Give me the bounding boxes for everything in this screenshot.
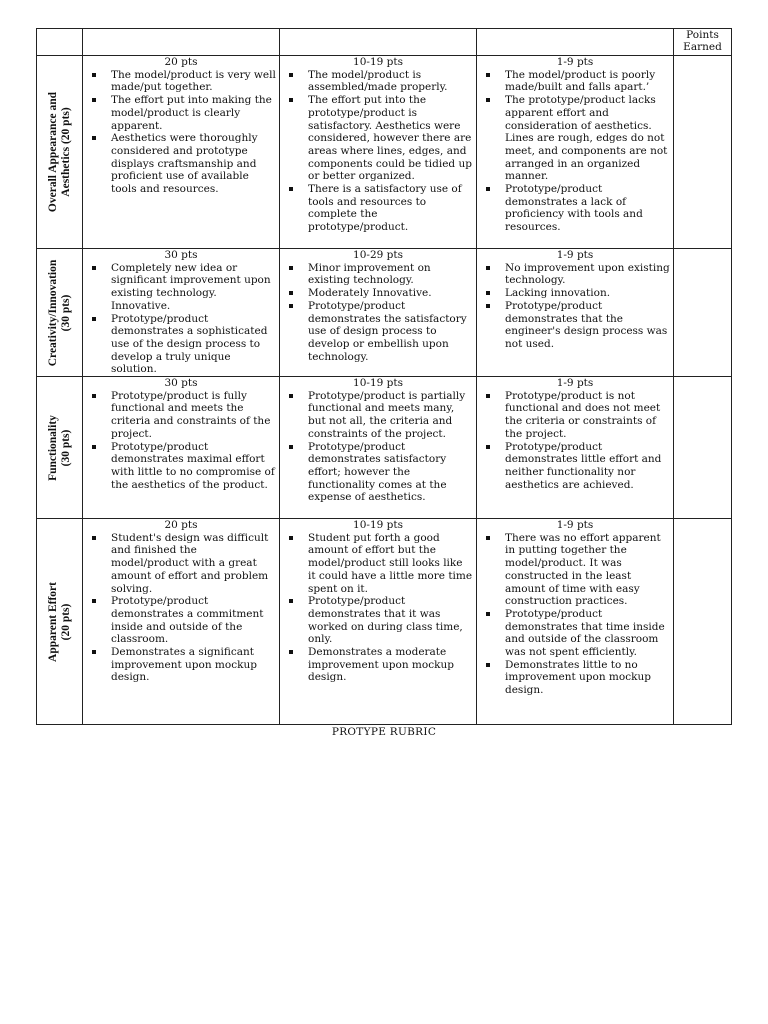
category-cell [37,249,83,377]
category-label [47,259,73,366]
header-blank-cell [37,29,83,56]
criteria-item: Prototype/product demonstrates satisfactory effort; however the functionality comes at the expense of aesthetics. [308,441,473,505]
level-points: 1-9 pts [556,56,594,68]
criteria-item: Prototype/product demonstrates that it was worked on during class time, only. [308,595,473,646]
points-earned-cell [674,519,732,725]
category-label-line: Aesthetics (20 pts) [59,107,72,197]
criteria-item: Prototype/product is fully functional and meets the criteria and constraints of the project. [111,390,276,441]
level-points: 20 pts [164,56,198,68]
points-earned-header: Points Earned [674,29,732,56]
level-cell [280,249,477,377]
criteria-item: Prototype/product demonstrates little effort and neither functionality nor aesthetics are achieved. [505,441,670,492]
criteria-item: Moderately Innovative. [308,287,473,300]
criteria-list [83,390,279,492]
criteria-item: Demonstrates little to no improvement upon mockup design. [505,659,670,697]
level-cell [83,377,280,519]
level-points: 30 pts [164,249,198,261]
criteria-list [83,69,279,196]
rubric-row [37,249,732,377]
rubric-table [36,28,732,725]
level-cell [83,519,280,725]
criteria-item: Prototype/product demonstrates that time inside and outside of the classroom was not spent efficiently. [505,608,670,659]
criteria-item: Student's design was difficult and finished the model/product with a great amount of effort and problem solving. [111,532,276,596]
criteria-list [83,532,279,684]
criteria-item: Demonstrates a significant improvement upon mockup design. [111,646,276,684]
criteria-list [280,390,476,504]
points-earned-cell [674,249,732,377]
level-cell [477,519,674,725]
criteria-item: The effort put into the prototype/product is satisfactory. Aesthetics were considered, however there are areas where lines, edges, and components could be tidied up or better organized. [308,94,472,183]
criteria-item: No improvement upon existing technology. [505,261,670,287]
criteria-item: The model/product is assembled/made properly. [308,69,473,94]
category-label-line: (30 pts) [59,429,72,466]
header-blank-cell [83,29,280,56]
level-points: 10-19 pts [353,519,403,532]
points-earned-cell [674,377,732,519]
category-label-line: Functionality [46,414,59,481]
criteria-item: Aesthetics were thoroughly considered and prototype displays craftsmanship and proficient use of available tools and resources. [111,132,276,196]
criteria-list [280,262,476,364]
criteria-list [280,69,476,234]
level-points: 10-19 pts [353,377,403,390]
criteria-list [477,262,673,351]
header-blank-cell [477,29,674,56]
criteria-item: Prototype/product demonstrates the satisfactory use of design process to develop or embellish upon technology. [308,300,473,364]
category-label [47,582,73,662]
criteria-item: Prototype/product is not functional and does not meet the criteria or constraints of the project. [505,390,670,441]
rubric-caption: PROTYPE RUBRIC [331,726,437,738]
level-cell [83,249,280,377]
rubric-row [37,377,732,519]
criteria-item: Prototype/product demonstrates that the engineer's design process was not used. [505,300,670,351]
criteria-list [83,262,279,376]
level-points: 20 pts [164,519,198,532]
level-cell [280,519,477,725]
criteria-item: Lacking innovation. [505,287,670,300]
category-cell [37,377,83,519]
criteria-item: The prototype/product lacks apparent effort and consideration of aesthetics. Lines are rough, edges do not meet, and components are not arranged in an organized manner. [505,94,670,183]
level-cell [83,56,280,249]
rubric-row [37,519,732,725]
category-label [47,415,73,481]
header-blank-cell [280,29,477,56]
level-cell [477,56,674,249]
category-cell [37,519,83,725]
points-earned-cell [674,56,732,249]
rubric-row [37,56,732,249]
category-label-line: (20 pts) [59,603,72,640]
level-cell [477,377,674,519]
category-label-line: Creativity/Innovation [46,259,59,366]
level-points: 1-9 pts [556,377,594,390]
category-label [47,92,73,212]
category-label-line: Apparent Effort [46,581,59,662]
criteria-item: Student put forth a good amount of effort but the model/product still looks like it could have a little more time spent on it. [308,531,473,595]
criteria-item: There is a satisfactory use of tools and resources to complete the prototype/product. [308,183,473,234]
criteria-item: The effort put into making the model/product is clearly apparent. [111,94,276,132]
header-row [37,29,732,56]
criteria-item: Prototype/product demonstrates a lack of proficiency with tools and resources. [505,183,670,234]
level-points: 1-9 pts [556,519,594,532]
level-cell [477,249,674,377]
criteria-list [280,532,476,684]
criteria-item: Prototype/product demonstrates a commitment inside and outside of the classroom. [111,595,276,646]
level-points: 10-19 pts [353,56,403,68]
criteria-item: The model/product is very well made/put together. [111,68,276,94]
criteria-item: Prototype/product is partially functional and meets many, but not all, the criteria and constraints of the project. [308,390,473,441]
criteria-item: Minor improvement on existing technology. [308,262,473,287]
criteria-item: The model/product is poorly made/built and falls apart.’ [505,69,670,94]
criteria-item: Prototype/product demonstrates maximal effort with little to no compromise of the aesthetics of the product. [111,440,275,491]
criteria-list [477,532,673,697]
level-points: 30 pts [164,377,198,390]
criteria-item: Prototype/product demonstrates a sophisticated use of the design process to develop a truly unique solution. [111,313,276,377]
level-points: 10-29 pts [353,249,403,261]
criteria-item: Completely new idea or significant improvement upon existing technology. Innovative. [111,262,276,313]
criteria-item: Demonstrates a moderate improvement upon mockup design. [308,646,473,684]
level-points: 1-9 pts [556,249,594,261]
criteria-item: There was no effort apparent in putting together the model/product. It was constructed in the least amount of time with easy construction practices. [505,532,670,608]
category-label-line: (30 pts) [59,294,72,331]
criteria-list [477,69,673,234]
category-cell [37,56,83,249]
category-label-line: Overall Appearance and [46,91,59,213]
level-cell [280,56,477,249]
criteria-list [477,390,673,492]
level-cell [280,377,477,519]
